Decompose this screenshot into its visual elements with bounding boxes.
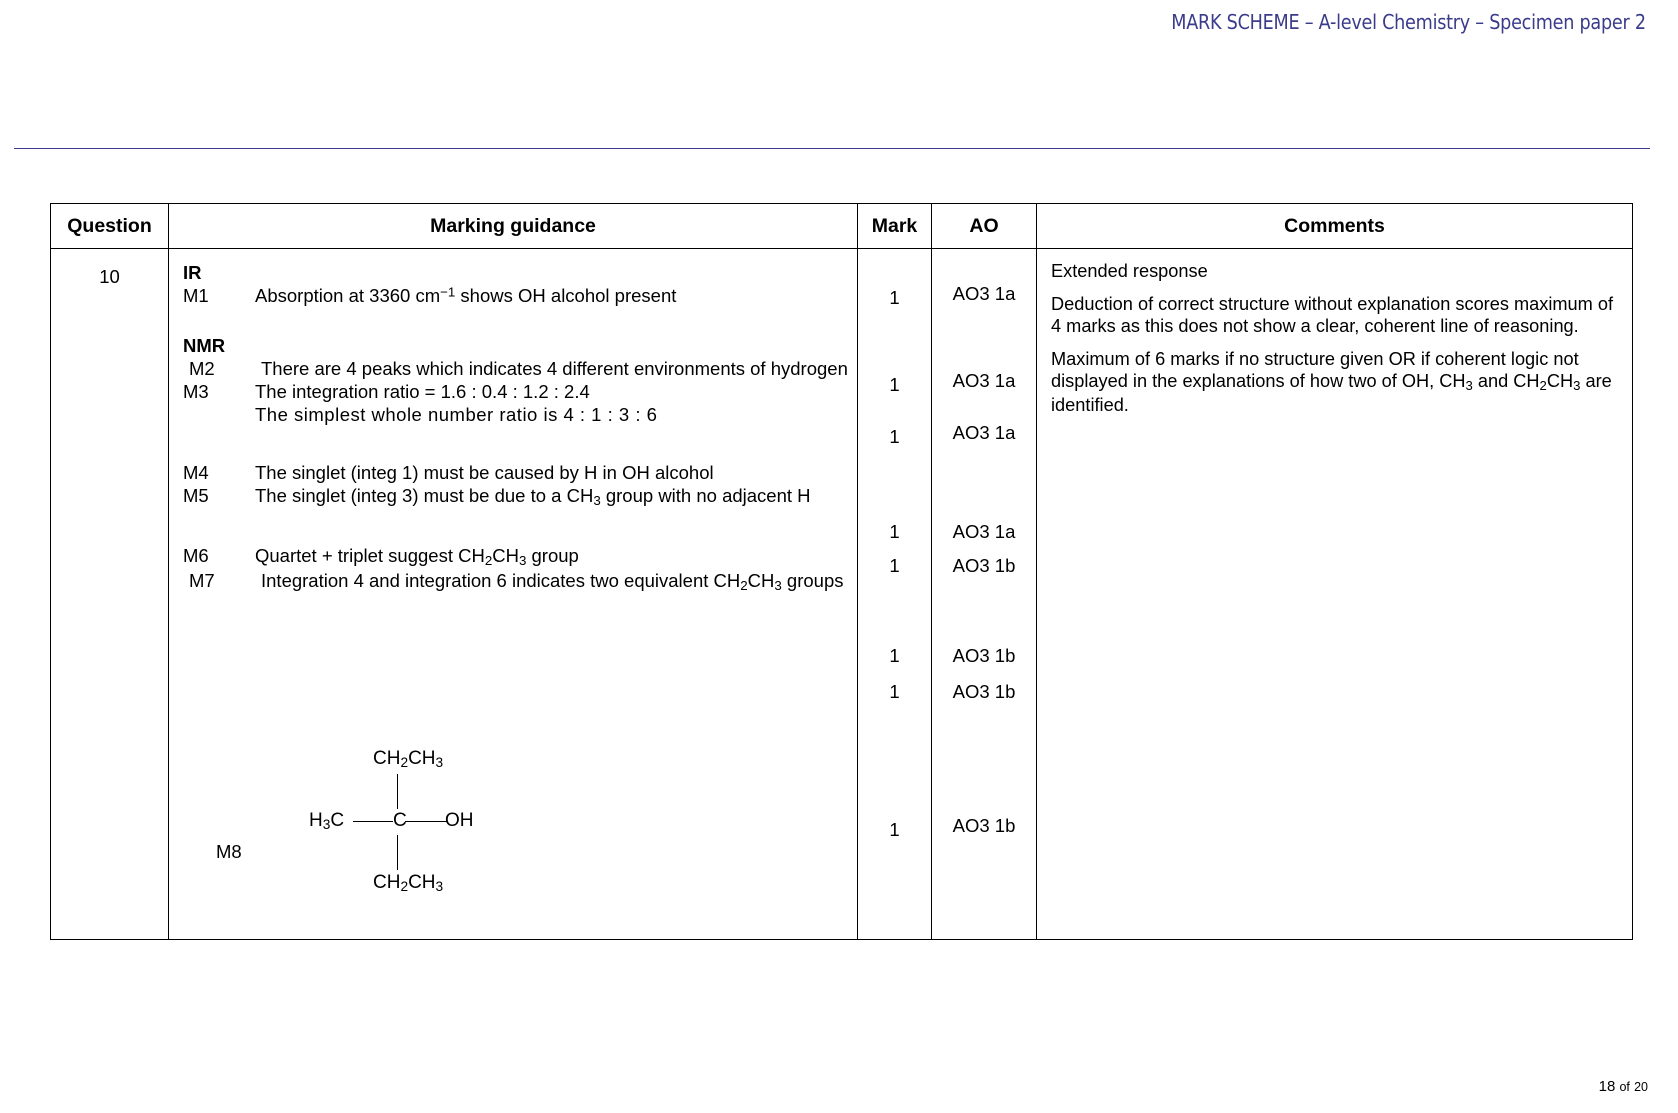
mark-code-m7: M7 <box>189 570 215 592</box>
comments-content <box>1037 249 1632 417</box>
column-header-ao: AO <box>932 204 1037 249</box>
spacer-after-m1 <box>183 308 849 334</box>
mark-point-m1 <box>183 284 849 307</box>
mark-point-m2 <box>183 357 849 380</box>
m6-sub-a: 2 <box>484 552 493 568</box>
structure-bottom-b: CH <box>408 872 436 893</box>
spacer-before-m4 <box>183 427 849 461</box>
m6-text-c: group <box>526 544 579 566</box>
m6-sub-b: 3 <box>518 552 527 568</box>
cell-marks <box>858 249 932 940</box>
comment-max-sub-c: 3 <box>1573 378 1581 394</box>
footer-total-pages: 20 <box>1634 1080 1648 1094</box>
column-header-comments: Comments <box>1037 204 1633 249</box>
m1-text-pre: Absorption at 3360 cm <box>255 285 441 307</box>
comment-extended-response: Extended response <box>1051 261 1208 281</box>
mark-text-m3: The integration ratio = 1.6 : 0.4 : 1.2 : 2.4 <box>255 381 590 403</box>
ao-value-m3: AO3 1a <box>952 422 1016 443</box>
m6-text-a: Quartet + triplet suggest CH <box>255 544 485 566</box>
mark-value-m8: 1 <box>889 819 900 840</box>
bond-horizontal-left <box>353 821 393 822</box>
mark-value-m2: 1 <box>889 374 900 395</box>
mark-value-m6: 1 <box>889 645 900 666</box>
bond-vertical-upper <box>397 774 398 809</box>
mark-values-column <box>858 249 931 917</box>
m1-superscript: −1 <box>440 284 456 300</box>
structure-top-sub-b: 3 <box>435 755 444 770</box>
mark-text-m5 <box>255 484 849 510</box>
document-header-title: MARK SCHEME – A-level Chemistry – Specimen paper 2 <box>1171 10 1646 34</box>
mark-text-m1 <box>255 284 849 307</box>
m6-text-b: CH <box>492 544 519 566</box>
bond-vertical-lower <box>397 835 398 870</box>
page-footer <box>1599 1078 1648 1095</box>
section-heading-ir: IR <box>183 262 202 283</box>
ao-value-m7: AO3 1b <box>952 681 1016 702</box>
comment-max-sub-a: 3 <box>1465 378 1473 394</box>
mark-scheme-table-container <box>50 203 1632 940</box>
mark-value-m1: 1 <box>889 287 900 308</box>
m5-text-a: The singlet (integ 3) must be due to a CH <box>255 485 594 507</box>
question-number: 10 <box>99 266 120 287</box>
structure-central-carbon: C <box>393 810 407 831</box>
mark-code-m1: M1 <box>183 285 209 307</box>
mark-value-m7: 1 <box>889 681 900 702</box>
comment-deduction-note: Deduction of correct structure without explanation scores maximum of 4 marks as this does not show a clear, coherent line of reasoning. <box>1051 293 1614 337</box>
m1-text-post: shows OH alcohol present <box>455 285 677 307</box>
cell-ao <box>932 249 1037 940</box>
cell-marking-guidance <box>169 249 858 940</box>
m7-text-c: groups <box>781 570 844 592</box>
footer-of-label: of <box>1619 1080 1630 1094</box>
header-divider-rule <box>14 148 1650 149</box>
section-heading-ir-row <box>183 261 849 284</box>
m7-text-b: CH <box>747 570 775 592</box>
m7-sub-a: 2 <box>740 578 748 594</box>
structure-left-group <box>309 809 344 833</box>
ao-value-m5: AO3 1b <box>952 555 1016 576</box>
comment-maximum-note <box>1051 348 1622 417</box>
structure-left-sub: 3 <box>322 817 331 832</box>
cell-question-number <box>51 249 169 940</box>
bond-horizontal-right <box>405 821 447 822</box>
mark-value-m4: 1 <box>889 521 900 542</box>
mark-code-m4: M4 <box>183 461 209 483</box>
structure-top-sub-a: 2 <box>400 755 409 770</box>
comment-max-sub-b: 2 <box>1539 378 1547 394</box>
spacer-before-m6 <box>183 510 849 544</box>
mark-point-simplest-ratio <box>183 403 849 426</box>
section-heading-nmr-row <box>183 334 849 357</box>
mark-value-m5: 1 <box>889 555 900 576</box>
structure-bottom-sub-b: 3 <box>435 879 444 894</box>
m7-sub-b: 3 <box>774 578 782 594</box>
mark-code-m2: M2 <box>189 357 215 379</box>
structure-top-a: CH <box>373 748 401 769</box>
table-row <box>51 249 1633 940</box>
ao-value-m6: AO3 1b <box>952 645 1016 666</box>
page-header <box>0 0 1678 160</box>
marking-guidance-content <box>169 249 857 929</box>
table-header-row <box>51 204 1633 249</box>
column-header-mark: Mark <box>858 204 932 249</box>
mark-point-m4 <box>183 461 849 484</box>
section-heading-nmr: NMR <box>183 334 226 356</box>
ao-values-column <box>932 249 1036 917</box>
mark-text-m2: There are 4 peaks which indicates 4 different environments of hydrogen <box>261 357 848 379</box>
comment-max-text-b: and CH <box>1472 371 1540 392</box>
mark-text-m7 <box>261 569 849 595</box>
structure-bottom-a: CH <box>373 872 401 893</box>
column-header-question: Question <box>51 204 169 249</box>
structure-bottom-group <box>373 871 443 895</box>
chemical-structure-diagram <box>309 747 569 897</box>
mark-text-m4: The singlet (integ 1) must be caused by H in OH alcohol <box>255 461 714 483</box>
comment-max-text-a: Maximum of 6 marks if no structure given OR if coherent logic not displayed in the explanations of how two of OH, CH <box>1051 348 1579 392</box>
structure-right-group: OH <box>445 810 474 831</box>
mark-code-m5: M5 <box>183 485 209 507</box>
ao-value-m4: AO3 1a <box>952 521 1016 542</box>
column-header-marking-guidance: Marking guidance <box>169 204 858 249</box>
mark-point-m7 <box>183 569 849 595</box>
mark-scheme-table <box>50 203 1633 940</box>
m5-text-b: group with no adjacent H <box>600 485 811 507</box>
structure-left-a: H <box>309 810 323 831</box>
footer-page-number: 18 <box>1598 1078 1616 1095</box>
ao-value-m2: AO3 1a <box>952 370 1016 391</box>
mark-text-m6 <box>255 544 849 570</box>
structure-top-b: CH <box>408 748 436 769</box>
comment-max-text-d: are identified. <box>1051 371 1612 416</box>
ao-value-m8: AO3 1b <box>952 815 1016 836</box>
mark-point-m6 <box>183 544 849 570</box>
m5-sub-a: 3 <box>593 493 601 508</box>
structure-bottom-sub-a: 2 <box>400 879 409 894</box>
cell-comments <box>1037 249 1633 940</box>
mark-point-m3 <box>183 380 849 403</box>
mark-value-m3: 1 <box>889 426 900 447</box>
comment-max-text-c: CH <box>1546 371 1574 392</box>
mark-code-m8: M8 <box>216 841 242 862</box>
mark-code-m3: M3 <box>183 381 209 403</box>
structure-top-group <box>373 747 443 771</box>
m7-text-a: Integration 4 and integration 6 indicates two equivalent CH <box>261 570 741 592</box>
mark-code-m6: M6 <box>183 544 209 566</box>
mark-text-simplest-ratio: The simplest whole number ratio is 4 : 1 : 3 : 6 <box>255 404 658 426</box>
ao-value-m1: AO3 1a <box>952 283 1016 304</box>
structure-left-b: C <box>330 810 345 831</box>
mark-point-m5 <box>183 484 849 510</box>
